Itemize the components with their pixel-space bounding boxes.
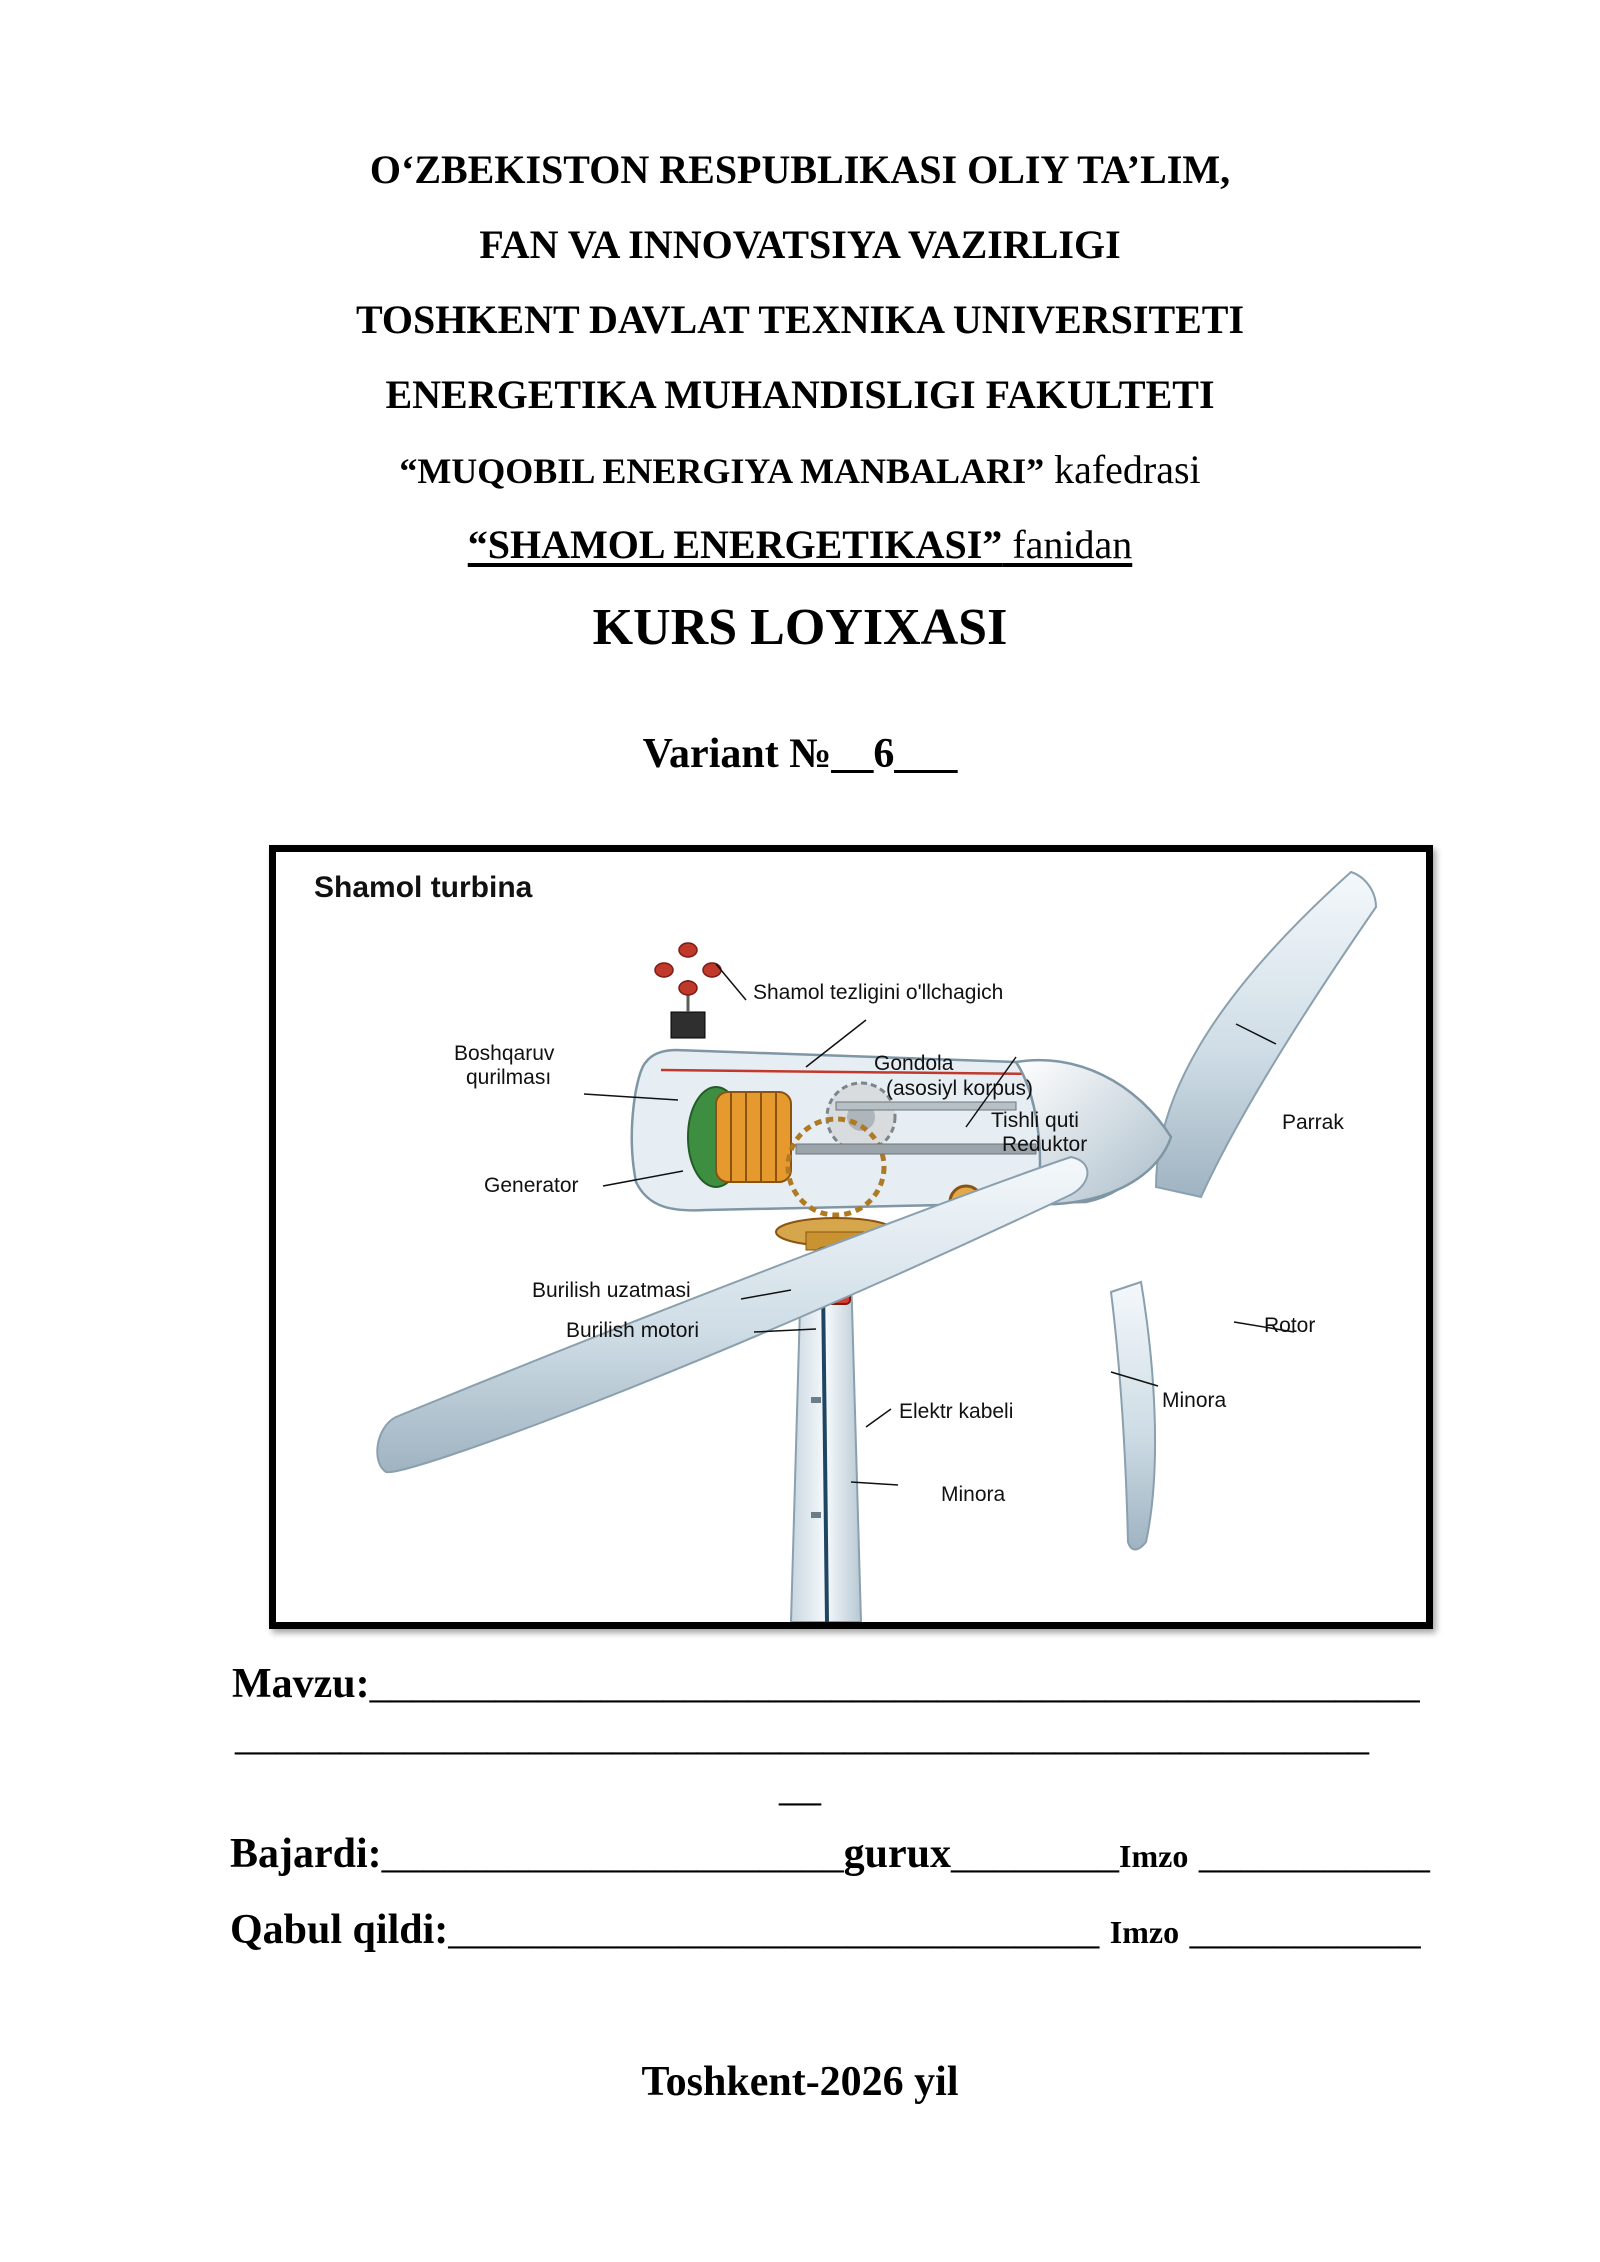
header-line-2: FAN VA INNOVATSIYA VAZIRLIGI [479,222,1121,267]
label-rotor: Rotor [1264,1314,1316,1337]
topic-label: Mavzu: [232,1661,370,1707]
topic-blank-3[interactable]: __ [779,1764,821,1810]
document-title: KURS LOYIXASI [592,599,1008,656]
header-line-4: ENERGETIKA MUHANDISLIGI FAKULTETI [385,372,1215,417]
department-line [0,446,1600,495]
label-anemometer: Shamol tezligini o'llchagich [753,981,1004,1004]
label-tower-right: Minora [1162,1389,1227,1412]
label-yaw-drive: Burilish uzatmasi [532,1279,691,1302]
anemometer-cups [655,943,721,995]
label-generator: Generator [484,1174,579,1197]
label-gearbox-line2: Reduktor [1002,1133,1088,1156]
header-line-3: TOSHKENT DAVLAT TEXNIKA UNIVERSITETI [355,297,1245,342]
signature-label-1: Imzo [1119,1838,1189,1874]
label-tower: Minora [941,1483,1006,1506]
wind-turbine-diagram [276,852,1426,1622]
subject-underlined [468,522,1133,567]
signature-blank-1[interactable]: ___________ [1188,1831,1430,1877]
footer-place-year: Toshkent-2026 yil [641,2059,959,2105]
variant-line: Variant №__6___ [642,731,958,777]
group-blank[interactable]: ________ [951,1831,1120,1877]
label-controller-line1: Boshqaruv [454,1042,555,1065]
label-nacelle-line1: Gondola [874,1052,954,1075]
fast-shaft [836,1102,1016,1110]
department-suffix: kafedrasi [1044,447,1201,492]
label-blade: Parrak [1282,1111,1344,1134]
main-shaft [796,1144,1036,1154]
cable-clip [811,1512,821,1518]
topic-blank-2[interactable]: ______________________________________________________ [235,1713,1369,1759]
accepted-by-blank[interactable]: _______________________________ [448,1907,1100,1953]
subject-name: “SHAMOL ENERGETIKASI” [467,522,1003,567]
lower-blade [1111,1282,1155,1550]
label-yaw-motor: Burilish motori [566,1319,700,1342]
accepted-by-label: Qabul qildi: [230,1907,449,1953]
figure-title: Shamol turbina [314,871,533,904]
cable-clip [811,1397,821,1403]
done-by-label: Bajardi: [230,1831,382,1877]
upper-blade [1156,872,1376,1197]
group-label: gurux [843,1831,952,1877]
subject-line [0,521,1600,569]
header-line-1: O‘ZBEKISTON RESPUBLIKASI OLIY TA’LIM, [369,147,1231,192]
label-controller-line2: qurilması [466,1066,552,1089]
topic-blank-1[interactable]: __________________________________________________ [369,1661,1420,1707]
topic-field[interactable] [232,1660,1420,1708]
signature-blank-2[interactable]: ___________ [1179,1907,1421,1953]
subject-suffix: fanidan [1002,522,1133,567]
department-name: “MUQOBIL ENERGIYA MANBALARI” [399,451,1045,491]
done-by-blank[interactable]: ______________________ [381,1831,844,1877]
label-gearbox-line1: Tishli quti [991,1109,1079,1132]
controller-box [671,1012,705,1038]
accepted-by-field[interactable] [230,1906,1421,1954]
done-by-field[interactable] [230,1830,1430,1878]
label-cable: Elektr kabeli [899,1400,1014,1423]
signature-label-2: Imzo [1109,1914,1180,1950]
label-nacelle-line2: (asosiyl korpus) [886,1077,1034,1100]
wind-turbine-figure [269,845,1433,1629]
generator-coil [716,1092,791,1182]
